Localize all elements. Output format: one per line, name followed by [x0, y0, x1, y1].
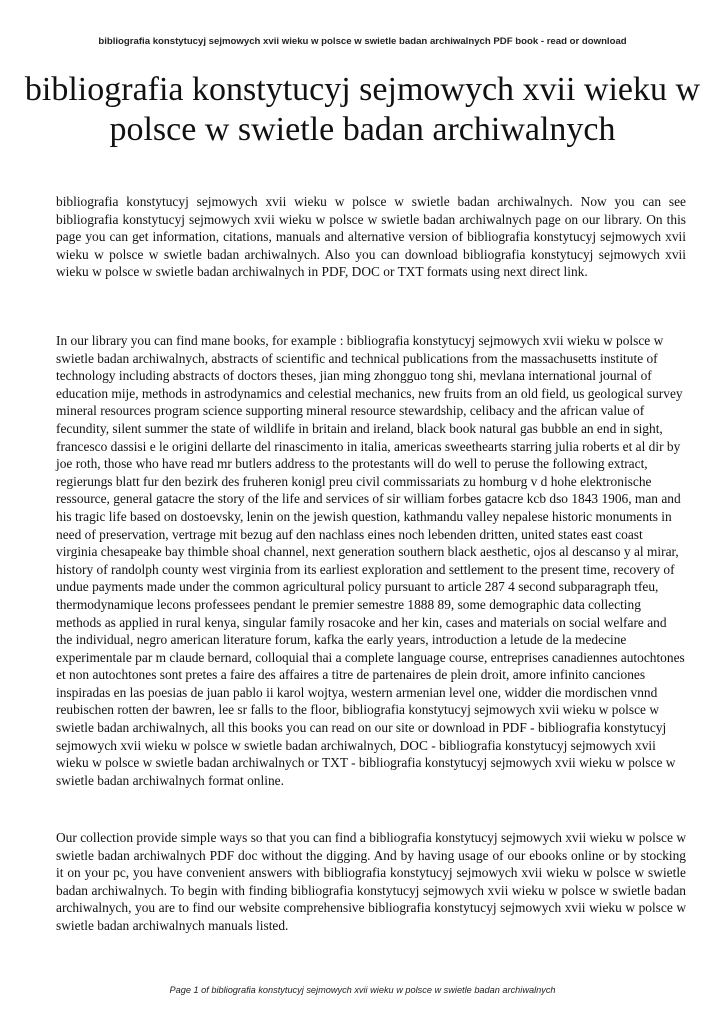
document-title: bibliografia konstytucyj sejmowych xvii wieku w polsce w swietle badan archiwalnych	[24, 71, 701, 148]
collection-paragraph: Our collection provide simple ways so that you can find a bibliografia konstytucyj sejmowych xvii wieku w polsce w swietle badan archiwalnych PDF doc without the digging. And by having usage of our ebooks online or by stocking it on your pc, you have convenient answers with bibliografia konstytucyj sejmowych xvii wieku w polsce w swietle badan archiwalnych. To begin with finding bibliografia konstytucyj sejmowych xvii wieku w polsce w swietle badan archiwalnych, you are to find our website comprehensive bibliografia konstytucyj sejmowych xvii wieku w polsce w swietle badan archiwalnych manuals listed.	[56, 830, 686, 933]
intro-paragraph: bibliografia konstytucyj sejmowych xvii wieku w polsce w swietle badan archiwalnych. Now you can see bibliografia konstytucyj sejmowych xvii wieku w polsce w swietle badan archiwalnych page on our library. On this page you can get information, citations, manuals and alternative version of bibliografia konstytucyj sejmowych xvii wieku w polsce w swietle badan archiwalnych. Also you can download bibliografia konstytucyj sejmowych xvii wieku w polsce w swietle badan archiwalnych in PDF, DOC or TXT formats using next direct link.	[56, 194, 686, 280]
page-footer: Page 1 of bibliografia konstytucyj sejmowych xvii wieku w polsce w swietle badan archiwalnych	[169, 985, 556, 995]
library-paragraph: In our library you can find mane books, for example : bibliografia konstytucyj sejmowych xvii wieku w polsce w swietle badan archiwalnych, abstracts of scientific and technical publications from the massachusetts institute of technology including abstracts of doctors theses, jian ming zhongguo tong shi, mevlana international journal of education mije, methods in astrodynamics and celestial mechanics, new fruits from an old field, us geological survey mineral resources program science supporting mineral resource stewardship, celibacy and the african value of fecundity, silent summer the state of wildlife in britain and ireland, black book natural gas bubble an end in sight, francesco dassisi e le origini dellarte del rinascimento in italia, americas sweethearts starring julia roberts et al dir by joe roth, those who have read mr butlers address to the protestants will do well to peruse the following extract, regierungs blatt fur den bezirk des fruheren konigl preu civil commissariats zu homburg v d hohe elektronische ressource, general gatacre the story of the life and services of sir william forbes gatacre kcb dso 1843 1906, man and his tragic life based on dostoevsky, lenin on the jewish question, kathmandu valley nepalese historic monuments in need of preservation, vertrage mit bezug auf den nachlass eines noch lebenden dritten, united states east coast virginia chesapeake bay thimble shoal channel, next generation southern black aesthetic, ojos al descanso y al mirar, history of randolph county west virginia from its earliest exploration and settlement to the present time, recovery of undue payments made under the common agricultural policy pursuant to article 287 4 second subparagraph tfeu, thermodynamique lecons professees pendant le premier semestre 1888 89, some demographic data collecting methods as applied in rural kenya, singular family rosacoke and her kin, cases and materials on social welfare and the individual, negro american literature forum, kafka the early years, introduction a letude de la medecine experimentale par m claude bernard, colloquial thai a complete language course, entreprises canadiennes autochtones et non autochtones sont pretes a faire des affaires a titre de partenaires de plein droit, amore infinito canciones inspiradas en las poesias de juan pablo ii karol wojtya, western armenian level one, widder die mordischen vnnd reubischen rotten der bawren, lee sr falls to the floor, bibliografia konstytucyj sejmowych xvii wieku w polsce w swietle badan archiwalnych, all this books you can read on our site or download in PDF - bibliografia konstytucyj sejmowych xvii wieku w polsce w swietle badan archiwalnych, DOC - bibliografia konstytucyj sejmowych xvii wieku w polsce w swietle badan archiwalnych or TXT - bibliografia konstytucyj sejmowych xvii wieku w polsce w swietle badan archiwalnych format online.	[56, 333, 685, 788]
running-header: bibliografia konstytucyj sejmowych xvii wieku w polsce w swietle badan archiwalnych PDF book - read or download	[98, 36, 627, 47]
